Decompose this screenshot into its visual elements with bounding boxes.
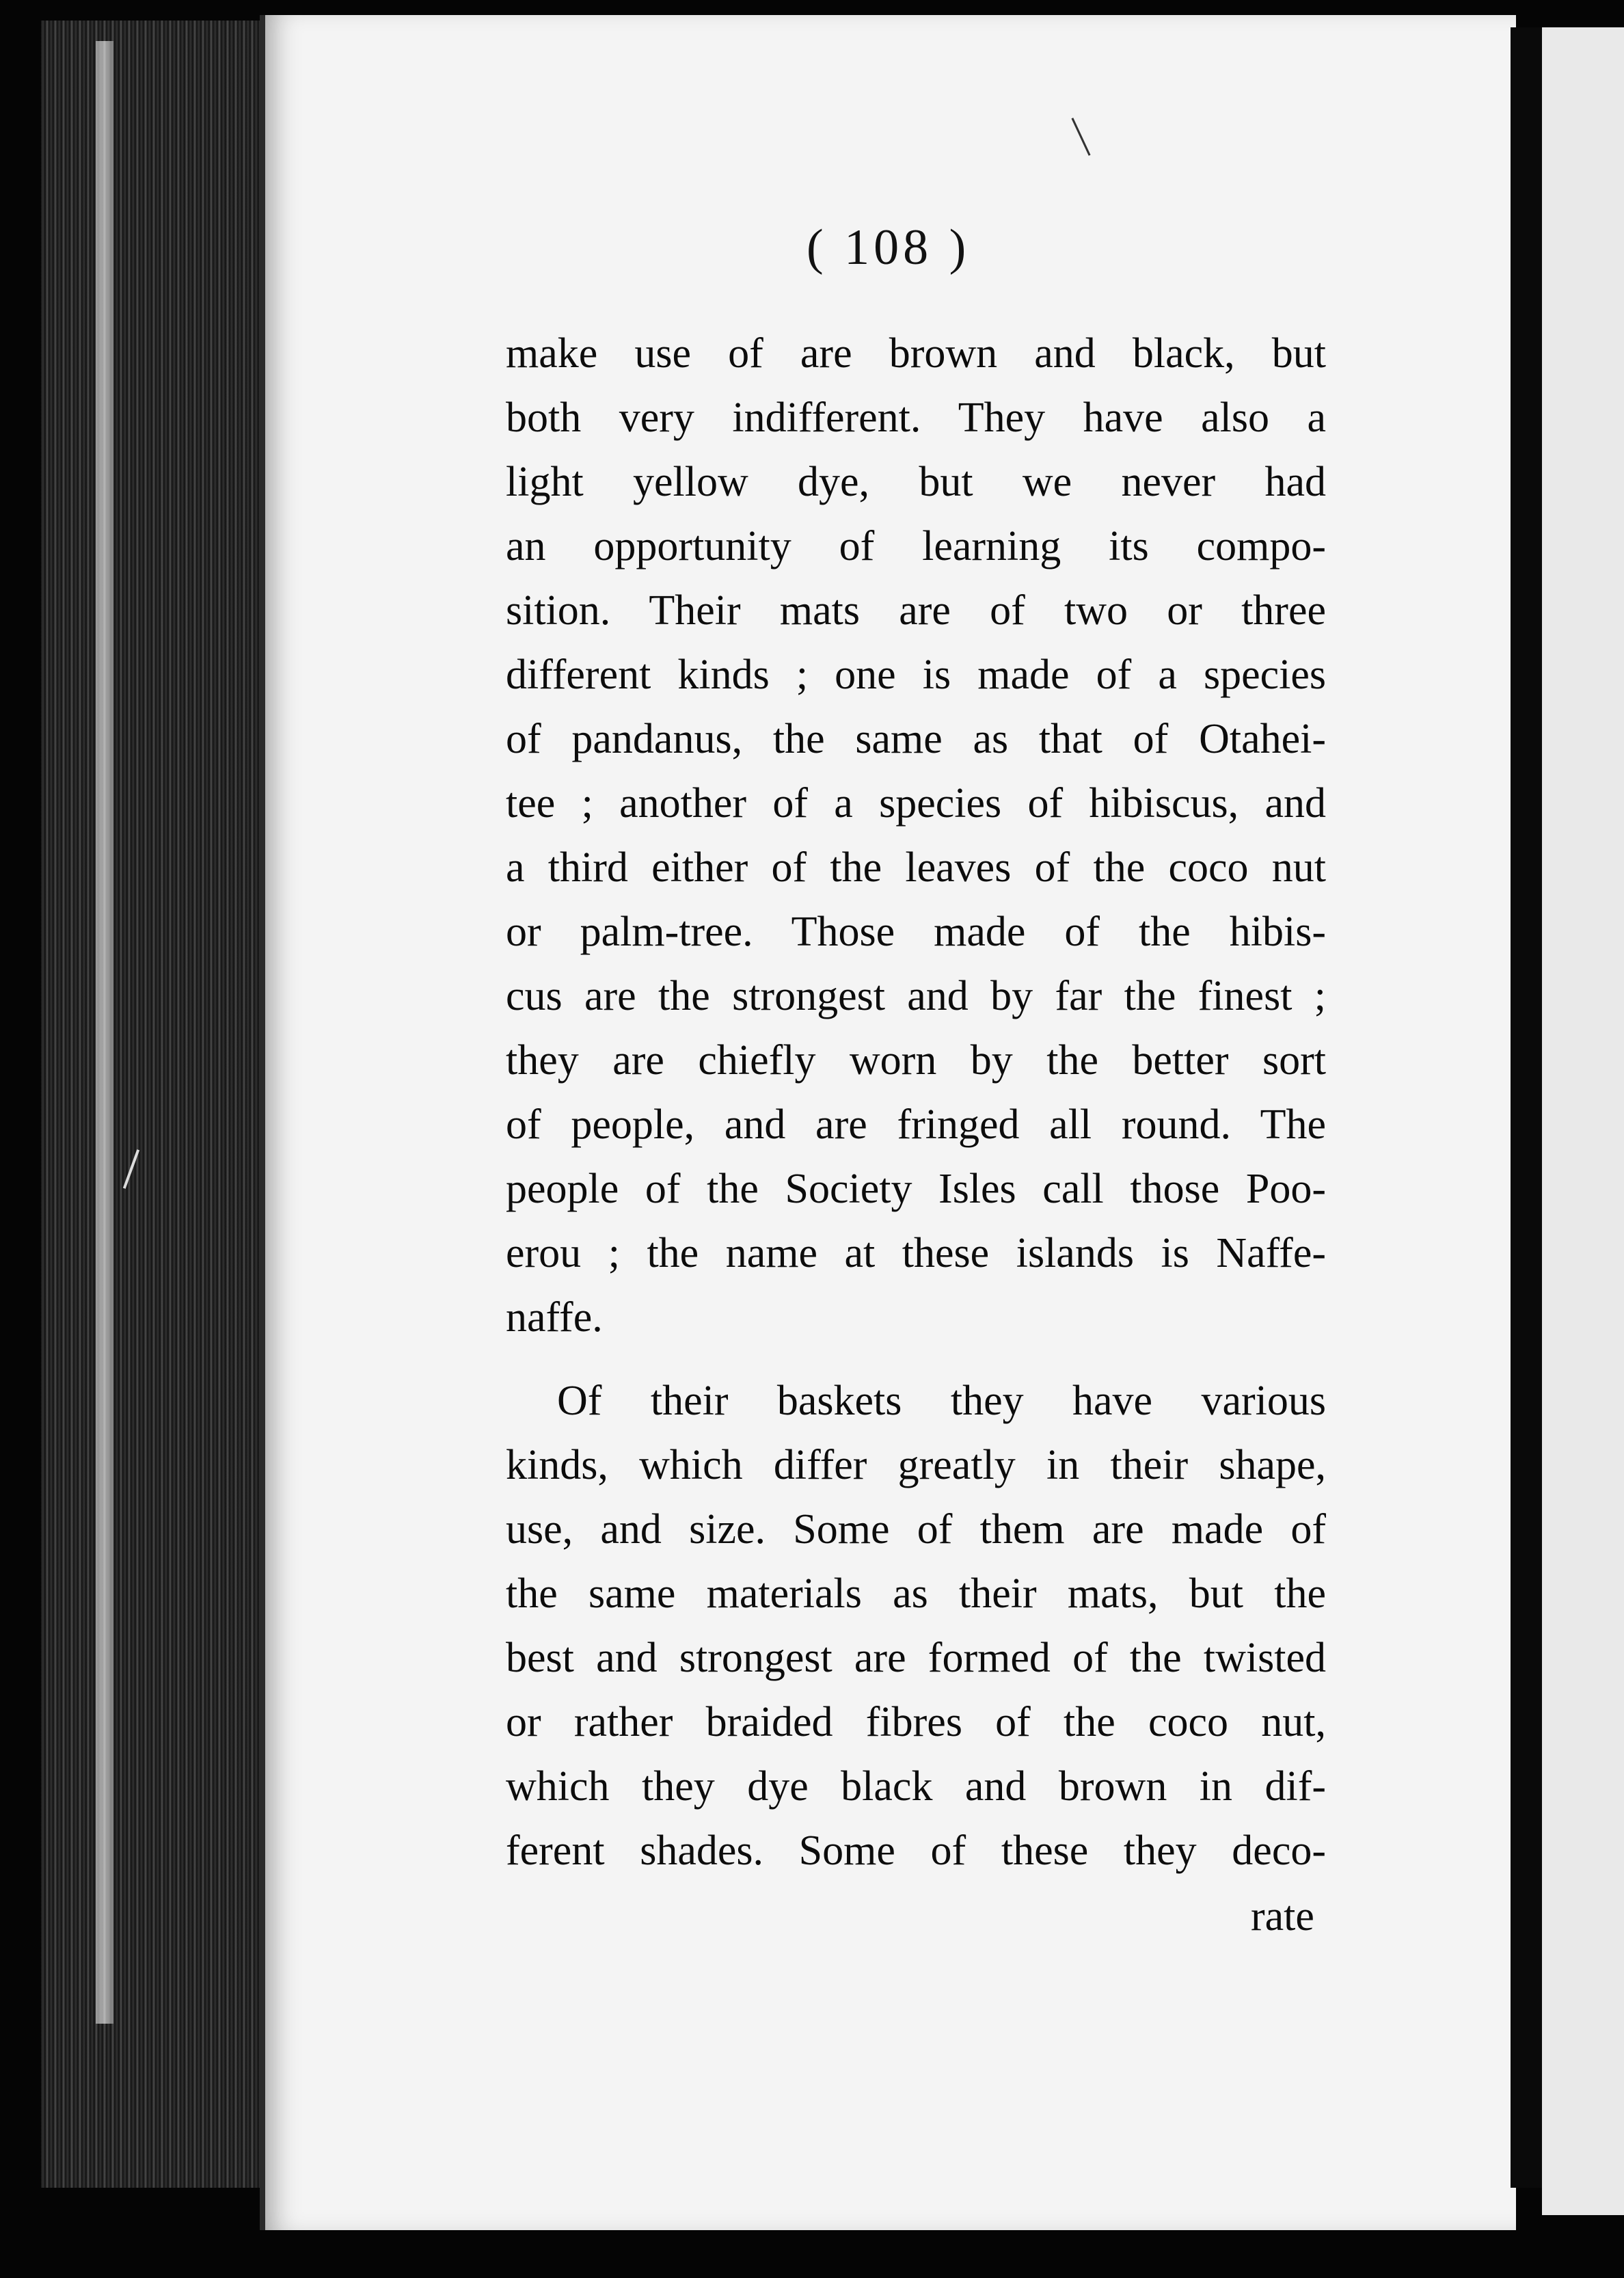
text-line: best and strongest are formed of the twisted bbox=[506, 1635, 1326, 1681]
text-line: ferent shades. Some of these they deco- bbox=[506, 1827, 1326, 1874]
text-line: of pandanus, the same as that of Otahei- bbox=[506, 716, 1326, 762]
book-page-edges bbox=[41, 21, 267, 2188]
body-text bbox=[506, 321, 1326, 1883]
text-line: both very indifferent. They have also a bbox=[506, 394, 1326, 441]
text-line: different kinds ; one is made of a species bbox=[506, 652, 1326, 698]
text-line: or rather braided fibres of the coco nut, bbox=[506, 1699, 1326, 1745]
text-line: of people, and are fringed all round. The bbox=[506, 1101, 1326, 1148]
facing-page-edge bbox=[1542, 27, 1624, 2215]
paragraph-gap bbox=[506, 1350, 1326, 1369]
text-line: tee ; another of a species of hibiscus, and bbox=[506, 780, 1326, 827]
text-line: or palm-tree. Those made of the hibis- bbox=[506, 909, 1326, 955]
text-line: make use of are brown and black, but bbox=[506, 330, 1326, 377]
text-line: Of their baskets they have various bbox=[557, 1378, 1326, 1424]
text-line: cus are the strongest and by far the finest ; bbox=[506, 973, 1326, 1019]
text-line: a third either of the leaves of the coco nut bbox=[506, 844, 1326, 891]
book-page-edge-highlight bbox=[96, 41, 113, 2024]
catchword: rate bbox=[1251, 1893, 1314, 1940]
text-line: the same materials as their mats, but the bbox=[506, 1570, 1326, 1617]
text-line: kinds, which differ greatly in their shape, bbox=[506, 1442, 1326, 1488]
page-number-header: ( 108 ) bbox=[807, 219, 971, 276]
text-line: they are chiefly worn by the better sort bbox=[506, 1037, 1326, 1084]
text-line: sition. Their mats are of two or three bbox=[506, 587, 1326, 634]
text-line: people of the Society Isles call those Poo- bbox=[506, 1166, 1326, 1212]
text-line: naffe. bbox=[506, 1294, 603, 1341]
text-line: erou ; the name at these islands is Naffe- bbox=[506, 1230, 1326, 1276]
text-line: light yellow dye, but we never had bbox=[506, 459, 1326, 505]
text-line: use, and size. Some of them are made of bbox=[506, 1506, 1326, 1553]
book-gutter bbox=[1511, 27, 1542, 2188]
text-line: an opportunity of learning its compo- bbox=[506, 523, 1326, 570]
text-line: which they dye black and brown in dif- bbox=[506, 1763, 1326, 1810]
